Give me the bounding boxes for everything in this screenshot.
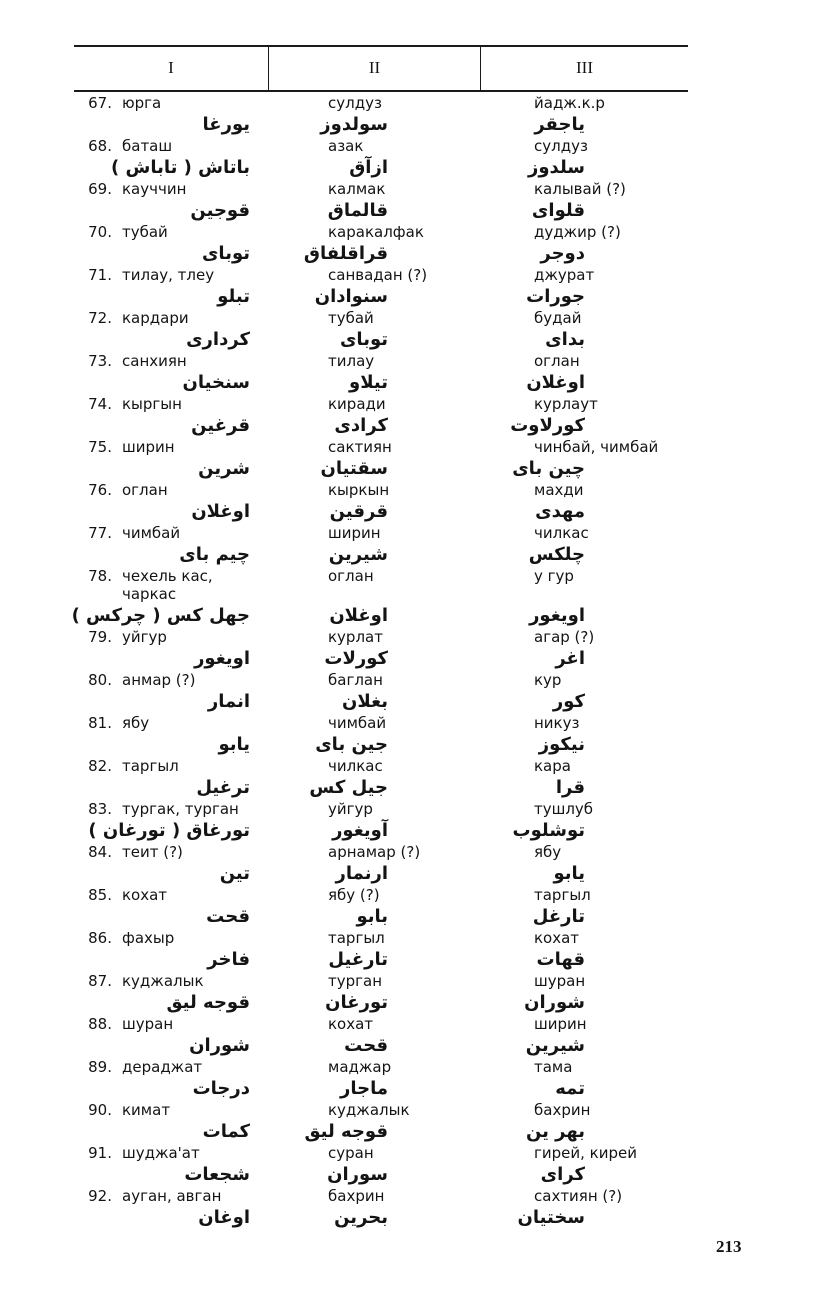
col3-cyrillic: махди (534, 481, 584, 499)
col1-arabic: سنخیان (182, 372, 250, 393)
col3-cyrillic: тама (534, 1058, 573, 1076)
col1-arabic: کمات (202, 1121, 250, 1142)
col2-cyrillic: киради (328, 395, 386, 413)
col2-arabic: ازآق (349, 157, 388, 178)
entry-number: 72. (88, 309, 112, 327)
col2-arabic: جیل کس (309, 777, 388, 798)
col1-arabic: اوغان (198, 1207, 250, 1228)
col2-arabic: ماجار (340, 1078, 388, 1099)
col2-arabic: آویغور (332, 820, 388, 841)
col2-cyrillic: баглан (328, 671, 383, 689)
col1-cyrillic: санхиян (122, 352, 187, 370)
col3-cyrillic: оглан (534, 352, 580, 370)
col1-arabic: کرداری (186, 329, 250, 350)
col2-arabic: بغلان (342, 691, 388, 712)
col1-cyrillic: ширин (122, 438, 175, 456)
entry-number: 92. (88, 1187, 112, 1205)
col1-arabic: یابو (218, 734, 250, 755)
col2-cyrillic: таргыл (328, 929, 385, 947)
col3-arabic: دوجر (540, 243, 585, 264)
col1-cyrillic: кыргын (122, 395, 182, 413)
column-header-1: I (168, 58, 174, 77)
col2-arabic: تیلاو (349, 372, 388, 393)
col3-cyrillic: у гур (534, 567, 574, 585)
col3-arabic: قلوای (531, 200, 585, 221)
col3-arabic: کورلاوت (510, 415, 585, 436)
col3-arabic: توشلوب (512, 820, 585, 841)
col2-arabic: سولدوز (320, 114, 388, 135)
col2-arabic: قرقین (329, 501, 388, 522)
entry-number: 84. (88, 843, 112, 861)
col2-cyrillic: оглан (328, 567, 374, 585)
col1-cyrillic: чимбай (122, 524, 181, 542)
col3-arabic: چلکس (528, 544, 585, 565)
col2-cyrillic: тубай (328, 309, 374, 327)
col2-arabic: قراقلفاق (303, 243, 388, 264)
col1-cyrillic: куджалык (122, 972, 204, 990)
col1-arabic: توبای (201, 243, 250, 264)
entry-number: 85. (88, 886, 112, 904)
page-number: 213 (716, 1237, 742, 1256)
entry-number: 74. (88, 395, 112, 413)
col3-arabic: قرا (555, 777, 585, 798)
col1-cyrillic: баташ (122, 137, 173, 155)
entry-number: 80. (88, 671, 112, 689)
col2-cyrillic: бахрин (328, 1187, 385, 1205)
col3-arabic: سختیان (517, 1207, 585, 1228)
entry-number: 86. (88, 929, 112, 947)
entry-number: 73. (88, 352, 112, 370)
col2-cyrillic: курлат (328, 628, 383, 646)
col1-cyrillic: тубай (122, 223, 168, 241)
col3-arabic: بدای (545, 329, 585, 350)
col1-arabic: تبلو (217, 286, 250, 307)
col1-cyrillic: теит (?) (122, 843, 183, 861)
col2-arabic: سوران (327, 1164, 388, 1185)
col2-arabic: سنوادان (314, 286, 388, 307)
col3-cyrillic: дуджир (?) (534, 223, 621, 241)
col3-arabic: تمه (555, 1078, 585, 1099)
col3-arabic: قهات (536, 949, 585, 970)
col2-cyrillic: чимбай (328, 714, 387, 732)
col3-arabic: مهدی (535, 501, 585, 522)
col3-cyrillic: йадж.к.р (534, 94, 605, 112)
col3-cyrillic: гирей, кирей (534, 1144, 637, 1162)
col2-arabic: تارغیل (328, 949, 388, 970)
col1-arabic: قحت (206, 906, 250, 927)
col1-arabic: شرین (198, 458, 250, 479)
col2-arabic: جین بای (315, 734, 388, 755)
col3-cyrillic: чилкас (534, 524, 589, 542)
col2-cyrillic: азак (328, 137, 364, 155)
entry-number: 77. (88, 524, 112, 542)
col3-cyrillic: кара (534, 757, 571, 775)
col1-arabic: درجات (192, 1078, 250, 1099)
entry-number: 88. (88, 1015, 112, 1033)
col2-cyrillic: тилау (328, 352, 375, 370)
col3-arabic: اوغلان (526, 372, 585, 393)
entry-number: 71. (88, 266, 112, 284)
col1-cyrillic-cont: чаркас (122, 585, 177, 603)
col3-cyrillic: бахрин (534, 1101, 591, 1119)
col2-cyrillic: суран (328, 1144, 374, 1162)
col1-cyrillic: фахыр (122, 929, 175, 947)
col3-arabic: جورات (526, 286, 585, 307)
col1-arabic: شجعات (184, 1164, 250, 1185)
entry-number: 91. (88, 1144, 112, 1162)
col3-cyrillic: агар (?) (534, 628, 595, 646)
col3-cyrillic: никуз (534, 714, 580, 732)
col1-arabic: چیم بای (179, 544, 250, 565)
col2-cyrillic: турган (328, 972, 383, 990)
col3-arabic: نیکوز (538, 734, 585, 755)
col2-arabic: توبای (339, 329, 388, 350)
col1-cyrillic: кимат (122, 1101, 171, 1119)
col1-arabic: قوجین (190, 200, 250, 221)
col2-cyrillic: сулдуз (328, 94, 382, 112)
col3-cyrillic: курлаут (534, 395, 598, 413)
col3-cyrillic: чинбай, чимбай (534, 438, 659, 456)
col2-arabic: کورلات (324, 648, 388, 669)
col1-arabic: انمار (207, 691, 250, 712)
col2-cyrillic: ябу (?) (328, 886, 380, 904)
col3-arabic: چین بای (512, 458, 585, 479)
entry-number: 67. (88, 94, 112, 112)
col2-cyrillic: кыркын (328, 481, 390, 499)
col3-arabic: کور (552, 691, 585, 712)
col2-arabic: قوجه لیق (304, 1121, 388, 1142)
col1-cyrillic: кауччин (122, 180, 187, 198)
entry-number: 76. (88, 481, 112, 499)
col1-arabic: تورغاق ( تورغان ) (88, 820, 250, 841)
column-header-3: III (576, 58, 593, 77)
header-top-rule (74, 45, 688, 47)
col2-cyrillic: ширин (328, 524, 381, 542)
entry-number: 78. (88, 567, 112, 585)
entry-number: 68. (88, 137, 112, 155)
col3-arabic: شیرین (525, 1035, 585, 1056)
col1-cyrillic: шуран (122, 1015, 174, 1033)
header-bottom-rule (74, 90, 688, 92)
col2-cyrillic: сактиян (328, 438, 392, 456)
column-header-2: II (368, 58, 381, 77)
col3-arabic: اویغور (529, 605, 585, 626)
entry-number: 70. (88, 223, 112, 241)
col3-cyrillic: калывай (?) (534, 180, 626, 198)
entry-number: 69. (88, 180, 112, 198)
col1-cyrillic: юрга (122, 94, 162, 112)
col3-cyrillic: будай (534, 309, 582, 327)
col1-arabic: شوران (189, 1035, 250, 1056)
col2-arabic: اوغلان (329, 605, 388, 626)
col3-arabic: یابو (553, 863, 585, 884)
col2-cyrillic: арнамар (?) (328, 843, 421, 861)
col1-cyrillic: уйгур (122, 628, 167, 646)
entry-number: 82. (88, 757, 112, 775)
entry-number: 79. (88, 628, 112, 646)
col1-arabic: ترغیل (196, 777, 250, 798)
col2-cyrillic: чилкас (328, 757, 383, 775)
col2-arabic: بحرین (334, 1207, 388, 1228)
col3-cyrillic: ширин (534, 1015, 587, 1033)
col1-cyrillic: чехель кас, (122, 567, 213, 585)
col3-arabic: یاجقر (534, 114, 585, 135)
col3-cyrillic: джурат (534, 266, 595, 284)
col1-cyrillic: тилау, тлеу (122, 266, 215, 284)
entry-number: 81. (88, 714, 112, 732)
col2-arabic: قحت (344, 1035, 388, 1056)
col2-arabic: تورغان (325, 992, 388, 1013)
col3-cyrillic: сахтиян (?) (534, 1187, 623, 1205)
col3-arabic: تارغل (532, 906, 585, 927)
col3-arabic: اغر (555, 648, 585, 669)
col3-cyrillic: кур (534, 671, 562, 689)
col1-cyrillic: ябу (122, 714, 150, 732)
entry-number: 89. (88, 1058, 112, 1076)
col3-cyrillic: ябу (534, 843, 562, 861)
col1-arabic: فاخر (207, 949, 250, 970)
col1-cyrillic: тургак, турган (122, 800, 239, 818)
col1-arabic: یورغا (202, 114, 250, 135)
col3-arabic: کرای (540, 1164, 585, 1185)
col3-cyrillic: тушлуб (534, 800, 594, 818)
col3-cyrillic: шуран (534, 972, 586, 990)
col3-cyrillic: сулдуз (534, 137, 588, 155)
col2-arabic: قالماق (327, 200, 388, 221)
col1-cyrillic: анмар (?) (122, 671, 196, 689)
entry-number: 75. (88, 438, 112, 456)
col3-arabic: بهر ین (525, 1121, 585, 1142)
col3-arabic: شوران (524, 992, 585, 1013)
col2-arabic: کرادی (334, 415, 388, 436)
col1-arabic: قرغین (191, 415, 250, 436)
entry-number: 83. (88, 800, 112, 818)
col1-cyrillic: ауган, авган (122, 1187, 222, 1205)
entry-number: 90. (88, 1101, 112, 1119)
col3-cyrillic: таргыл (534, 886, 591, 904)
col1-cyrillic: шуджа'ат (122, 1144, 200, 1162)
col1-cyrillic: дераджат (122, 1058, 203, 1076)
col2-arabic: بابو (356, 906, 388, 927)
col2-cyrillic: кохат (328, 1015, 374, 1033)
col2-cyrillic: санвадан (?) (328, 266, 428, 284)
col2-arabic: شیرین (328, 544, 388, 565)
col1-cyrillic: кардари (122, 309, 189, 327)
col1-arabic: قوجه لیق (166, 992, 250, 1013)
col1-arabic: اوغلان (191, 501, 250, 522)
col1-arabic: باتاش ( تاباش ) (111, 157, 250, 178)
col1-cyrillic: оглан (122, 481, 168, 499)
col1-cyrillic: кохат (122, 886, 168, 904)
col3-cyrillic: кохат (534, 929, 580, 947)
entry-number: 87. (88, 972, 112, 990)
col1-arabic: تین (219, 863, 250, 884)
col2-cyrillic: каракалфак (328, 223, 424, 241)
col3-arabic: سلدوز (528, 157, 585, 178)
col2-cyrillic: куджалык (328, 1101, 410, 1119)
col2-cyrillic: маджар (328, 1058, 392, 1076)
col2-arabic: ارنمار (335, 863, 388, 884)
col2-arabic: سقتیان (320, 458, 388, 479)
col2-cyrillic: уйгур (328, 800, 373, 818)
col1-arabic: جهل کس ( چرکس ) (71, 605, 250, 626)
col2-cyrillic: калмак (328, 180, 386, 198)
col1-arabic: اویغور (194, 648, 250, 669)
col1-cyrillic: таргыл (122, 757, 179, 775)
